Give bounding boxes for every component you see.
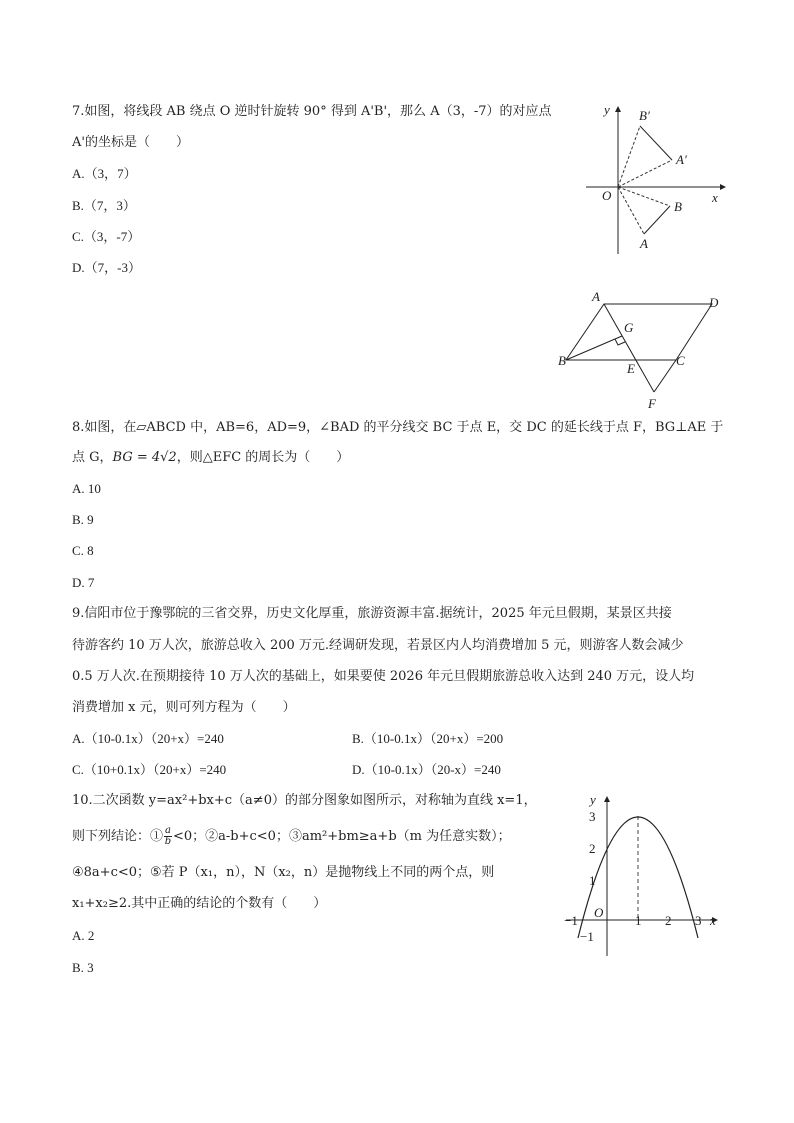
q7-label-b1: B′: [639, 108, 650, 123]
q9-option-a[interactable]: A.（10-0.1x）（20+x）=240: [72, 731, 224, 746]
q7-option-d[interactable]: D.（7，-3）: [72, 260, 141, 275]
q8-label-a: A: [592, 289, 600, 304]
q10-tick-y-minus1: −1: [580, 929, 594, 944]
q8-label-c: C: [676, 353, 685, 368]
q7-segment-a1b1: [640, 126, 672, 160]
q10-tick-y-2: 2: [589, 841, 596, 856]
q7-option-b[interactable]: B.（7，3）: [72, 198, 136, 213]
q7-option-a[interactable]: A.（3，7）: [72, 166, 137, 181]
q7-stem-line2: A'的坐标是（ ）: [72, 135, 189, 150]
q8-option-b[interactable]: B. 9: [72, 512, 94, 527]
q10-fraction: [164, 826, 172, 847]
q10-stem-line2-start: 则下列结论：①: [72, 829, 164, 844]
q8-stem-line1: 8.如图，在▱ABCD 中，AB=6，AD=9，∠BAD 的平分线交 BC 于点 E，交 DC 的延长线于点 F，BG⊥AE 于: [72, 420, 724, 435]
q8-label-f: F: [648, 396, 656, 411]
q7-segment-ab: [644, 206, 670, 234]
q7-stem-line1: 7.如图，将线段 AB 绕点 O 逆时针旋转 90° 得到 A'B'，那么 A（3，-7）的对应点: [72, 104, 552, 119]
q7-label-x: x: [712, 190, 718, 205]
q10-stem-line2: [72, 826, 511, 847]
q10-tick-x-1: 1: [635, 913, 642, 928]
q8-stem-line2: [72, 450, 349, 466]
q8-bg-expression: BG = 4√2: [112, 450, 177, 465]
q7-y-arrow: [615, 106, 621, 112]
q9-stem-line4: 消费增加 x 元，则可列方程为（ ）: [72, 700, 296, 715]
q8-right-angle-mark: [615, 339, 625, 345]
q10-stem-line2-end: <0；②a-b+c<0；③am²+bm≥a+b（m 为任意实数）；: [172, 829, 511, 844]
q10-label-y: y: [590, 792, 596, 807]
q8-label-e: E: [627, 361, 635, 376]
q7-option-c[interactable]: C.（3，-7）: [72, 229, 141, 244]
q7-label-o: O: [602, 188, 612, 203]
q8-stem-line2-start: 点 G，: [72, 450, 113, 465]
q10-fraction-numerator: a: [165, 825, 171, 836]
q10-tick-y-1: 1: [589, 873, 596, 888]
q10-y-arrow: [604, 796, 610, 802]
q7-ob: [618, 187, 670, 206]
q7-label-b: B: [674, 199, 682, 214]
q10-parabola-figure: [560, 788, 726, 960]
q7-label-a: A: [640, 236, 648, 251]
q9-stem-line1: 9.信阳市位于豫鄂皖的三省交界，历史文化厚重，旅游资源丰富.据统计，2025 年元旦假期，某景区共接: [72, 606, 672, 621]
q7-label-y: y: [604, 102, 610, 117]
q8-label-g: G: [624, 320, 634, 335]
q10-label-o: O: [594, 905, 604, 920]
q10-label-x: x: [710, 913, 716, 928]
q10-tick-y-3: 3: [589, 809, 596, 824]
q9-stem-line2: 待游客约 10 万人次，旅游总收入 200 万元.经调研发现，若景区内人均消费增加 5 元，则游客人数会减少: [72, 638, 684, 653]
q10-tick-x-3: 3: [695, 913, 702, 928]
q10-stem-line3: ④8a+c<0；⑤若 P（x₁，n），N（x₂，n）是抛物线上不同的两个点，则: [72, 865, 495, 880]
q10-option-b[interactable]: B. 3: [72, 960, 94, 975]
q8-label-d: D: [709, 295, 719, 310]
q8-bisector-af: [604, 304, 654, 392]
q8-label-b: B: [558, 353, 566, 368]
q10-stem-line4: x₁+x₂≥2.其中正确的结论的个数有（ ）: [72, 896, 327, 911]
q8-option-c[interactable]: C. 8: [72, 543, 94, 558]
q7-label-a1: A′: [676, 152, 687, 167]
q9-option-d[interactable]: D.（10-0.1x）（20-x）=240: [352, 762, 501, 777]
q7-oa1: [618, 160, 672, 187]
q7-rotation-figure: [580, 96, 730, 260]
q8-stem-line2-end: ，则△EFC 的周长为（ ）: [176, 450, 350, 465]
q7-x-arrow: [720, 184, 726, 190]
q8-extension-cf: [654, 360, 676, 392]
q9-stem-line3: 0.5 万人次.在预期接待 10 万人次的基础上，如果要使 2026 年元旦假期旅游总收入达到 240 万元，设人均: [72, 669, 695, 684]
q8-parallelogram-figure: [552, 286, 730, 412]
q9-option-b[interactable]: B.（10-0.1x）（20+x）=200: [352, 731, 504, 746]
q8-parallelogram-abcd: [566, 304, 712, 360]
q8-option-d[interactable]: D. 7: [72, 575, 95, 590]
q10-fraction-denominator: b: [164, 836, 172, 847]
q10-tick-x-2: 2: [665, 913, 672, 928]
q8-option-a[interactable]: A. 10: [72, 481, 101, 496]
q10-tick-x-minus1: −1: [564, 913, 578, 928]
q9-option-c[interactable]: C.（10+0.1x）（20+x）=240: [72, 762, 227, 777]
q7-oa: [618, 187, 644, 234]
q10-option-a[interactable]: A. 2: [72, 928, 95, 943]
q10-stem-line1: 10.二次函数 y=ax²+bx+c（a≠0）的部分图象如图所示，对称轴为直线 x=1，: [72, 793, 537, 808]
